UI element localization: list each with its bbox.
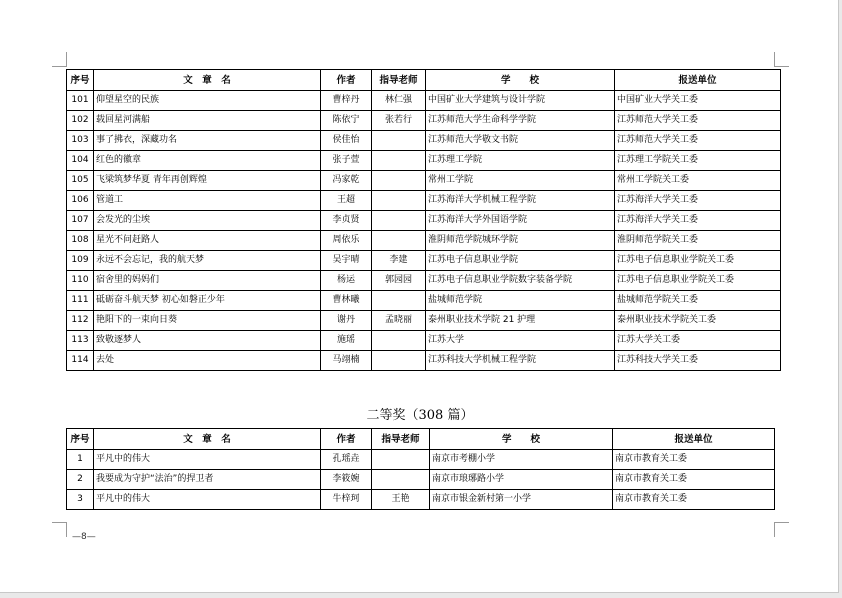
advisor-name: 张若行 (372, 111, 426, 131)
school-name: 南京市琅琊路小学 (430, 470, 613, 490)
article-title: 飞梁筑梦华夏 青年再创辉煌 (94, 171, 321, 191)
crop-mark-top-right (774, 52, 789, 67)
table-row (67, 171, 781, 191)
advisor-name (372, 171, 426, 191)
author-name: 李贞贤 (321, 211, 372, 231)
reporting-unit: 江苏理工学院关工委 (615, 151, 781, 171)
reporting-unit: 江苏师范大学关工委 (615, 111, 781, 131)
header-unit: 报送单位 (613, 429, 775, 450)
row-number: 111 (67, 291, 94, 311)
school-name: 江苏理工学院 (426, 151, 615, 171)
article-title: 星光不问赶路人 (94, 231, 321, 251)
advisor-name: 孟晓丽 (372, 311, 426, 331)
table-row (67, 450, 775, 470)
second-prize-heading: 二等奖（308 篇） (366, 408, 474, 423)
table-row (67, 470, 775, 490)
author-name: 侯佳怡 (321, 131, 372, 151)
table-row (67, 311, 781, 331)
header-unit: 报送单位 (615, 70, 781, 91)
header-no: 序号 (67, 429, 94, 450)
second-prize-table (66, 428, 775, 510)
table-header-row (67, 429, 775, 450)
crop-mark-bottom-right (774, 522, 789, 537)
row-number: 107 (67, 211, 94, 231)
row-number: 109 (67, 251, 94, 271)
page-number: —8— (72, 532, 96, 542)
reporting-unit: 江苏师范大学关工委 (615, 131, 781, 151)
row-number: 106 (67, 191, 94, 211)
article-title: 载回星河满船 (94, 111, 321, 131)
reporting-unit: 江苏电子信息职业学院关工委 (615, 271, 781, 291)
author-name: 曹梓丹 (321, 91, 372, 111)
author-name: 曹林曦 (321, 291, 372, 311)
table-row (67, 490, 775, 510)
reporting-unit: 常州工学院关工委 (615, 171, 781, 191)
author-name: 杨运 (321, 271, 372, 291)
row-number: 113 (67, 331, 94, 351)
table-row (67, 151, 781, 171)
row-number: 102 (67, 111, 94, 131)
table-row (67, 331, 781, 351)
author-name: 冯家乾 (321, 171, 372, 191)
author-name: 王超 (321, 191, 372, 211)
advisor-name (372, 191, 426, 211)
reporting-unit: 淮阴师范学院关工委 (615, 231, 781, 251)
advisor-name (372, 331, 426, 351)
table-row (67, 231, 781, 251)
advisor-name (372, 151, 426, 171)
row-number: 3 (67, 490, 94, 510)
school-name: 江苏师范大学敬文书院 (426, 131, 615, 151)
header-author: 作者 (321, 70, 372, 91)
author-name: 谢丹 (321, 311, 372, 331)
article-title: 砥砺奋斗航天梦 初心如磐正少年 (94, 291, 321, 311)
row-number: 108 (67, 231, 94, 251)
author-name: 牛梓珂 (321, 490, 372, 510)
reporting-unit: 江苏电子信息职业学院关工委 (615, 251, 781, 271)
header-author: 作者 (321, 429, 372, 450)
article-title: 艳阳下的一束向日葵 (94, 311, 321, 331)
row-number: 103 (67, 131, 94, 151)
author-name: 孔瑶垚 (321, 450, 372, 470)
advisor-name (372, 211, 426, 231)
advisor-name (372, 470, 430, 490)
row-number: 114 (67, 351, 94, 371)
school-name: 江苏电子信息职业学院数字装备学院 (426, 271, 615, 291)
reporting-unit: 江苏大学关工委 (615, 331, 781, 351)
reporting-unit: 江苏海洋大学关工委 (615, 211, 781, 231)
school-name: 盐城师范学院 (426, 291, 615, 311)
article-title: 会发光的尘埃 (94, 211, 321, 231)
row-number: 2 (67, 470, 94, 490)
article-title: 平凡中的伟大 (94, 490, 321, 510)
reporting-unit: 泰州职业技术学院关工委 (615, 311, 781, 331)
table-header-row (67, 70, 781, 91)
row-number: 1 (67, 450, 94, 470)
reporting-unit: 江苏科技大学关工委 (615, 351, 781, 371)
school-name: 江苏电子信息职业学院 (426, 251, 615, 271)
article-title: 我要成为守护“法治”的捍卫者 (94, 470, 321, 490)
header-no: 序号 (67, 70, 94, 91)
table-row (67, 291, 781, 311)
article-title: 红色的徽章 (94, 151, 321, 171)
author-name: 马翊楠 (321, 351, 372, 371)
header-article: 文 章 名 (94, 70, 321, 91)
crop-mark-top-left (52, 52, 67, 67)
table-row (67, 351, 781, 371)
advisor-name: 王艳 (372, 490, 430, 510)
table-row (67, 91, 781, 111)
reporting-unit: 南京市教育关工委 (613, 450, 775, 470)
school-name: 中国矿业大学建筑与设计学院 (426, 91, 615, 111)
table-row (67, 211, 781, 231)
reporting-unit: 南京市教育关工委 (613, 470, 775, 490)
header-advisor: 指导老师 (372, 429, 430, 450)
article-title: 宿舍里的妈妈们 (94, 271, 321, 291)
row-number: 101 (67, 91, 94, 111)
crop-mark-bottom-left (52, 522, 67, 537)
table-row (67, 251, 781, 271)
table-row (67, 111, 781, 131)
article-title: 事了拂衣，深藏功名 (94, 131, 321, 151)
article-title: 管道工 (94, 191, 321, 211)
header-advisor: 指导老师 (372, 70, 426, 91)
row-number: 104 (67, 151, 94, 171)
author-name: 李筱婉 (321, 470, 372, 490)
advisor-name (372, 231, 426, 251)
reporting-unit: 南京市教育关工委 (613, 490, 775, 510)
school-name: 江苏海洋大学机械工程学院 (426, 191, 615, 211)
table-row (67, 271, 781, 291)
first-prize-table (66, 69, 781, 371)
school-name: 南京市银金新村第一小学 (430, 490, 613, 510)
table-row (67, 131, 781, 151)
reporting-unit: 中国矿业大学关工委 (615, 91, 781, 111)
row-number: 105 (67, 171, 94, 191)
article-title: 仰望星空的民族 (94, 91, 321, 111)
author-name: 周依乐 (321, 231, 372, 251)
header-article: 文 章 名 (94, 429, 321, 450)
school-name: 江苏海洋大学外国语学院 (426, 211, 615, 231)
author-name: 施瑶 (321, 331, 372, 351)
school-name: 常州工学院 (426, 171, 615, 191)
author-name: 陈依宁 (321, 111, 372, 131)
reporting-unit: 江苏海洋大学关工委 (615, 191, 781, 211)
article-title: 去处 (94, 351, 321, 371)
school-name: 泰州职业技术学院 21 护理 (426, 311, 615, 331)
article-title: 永远不会忘记，我的航天梦 (94, 251, 321, 271)
row-number: 112 (67, 311, 94, 331)
reporting-unit: 盐城师范学院关工委 (615, 291, 781, 311)
school-name: 江苏科技大学机械工程学院 (426, 351, 615, 371)
article-title: 致敬逐梦人 (94, 331, 321, 351)
header-school: 学 校 (426, 70, 615, 91)
advisor-name: 林仁强 (372, 91, 426, 111)
school-name: 江苏大学 (426, 331, 615, 351)
row-number: 110 (67, 271, 94, 291)
advisor-name (372, 351, 426, 371)
article-title: 平凡中的伟大 (94, 450, 321, 470)
advisor-name (372, 450, 430, 470)
advisor-name: 李建 (372, 251, 426, 271)
author-name: 吴宇晴 (321, 251, 372, 271)
school-name: 南京市考棚小学 (430, 450, 613, 470)
advisor-name (372, 291, 426, 311)
school-name: 江苏师范大学生命科学学院 (426, 111, 615, 131)
author-name: 张子萱 (321, 151, 372, 171)
school-name: 淮阴师范学院城环学院 (426, 231, 615, 251)
advisor-name: 郭园园 (372, 271, 426, 291)
header-school: 学 校 (430, 429, 613, 450)
advisor-name (372, 131, 426, 151)
table-row (67, 191, 781, 211)
